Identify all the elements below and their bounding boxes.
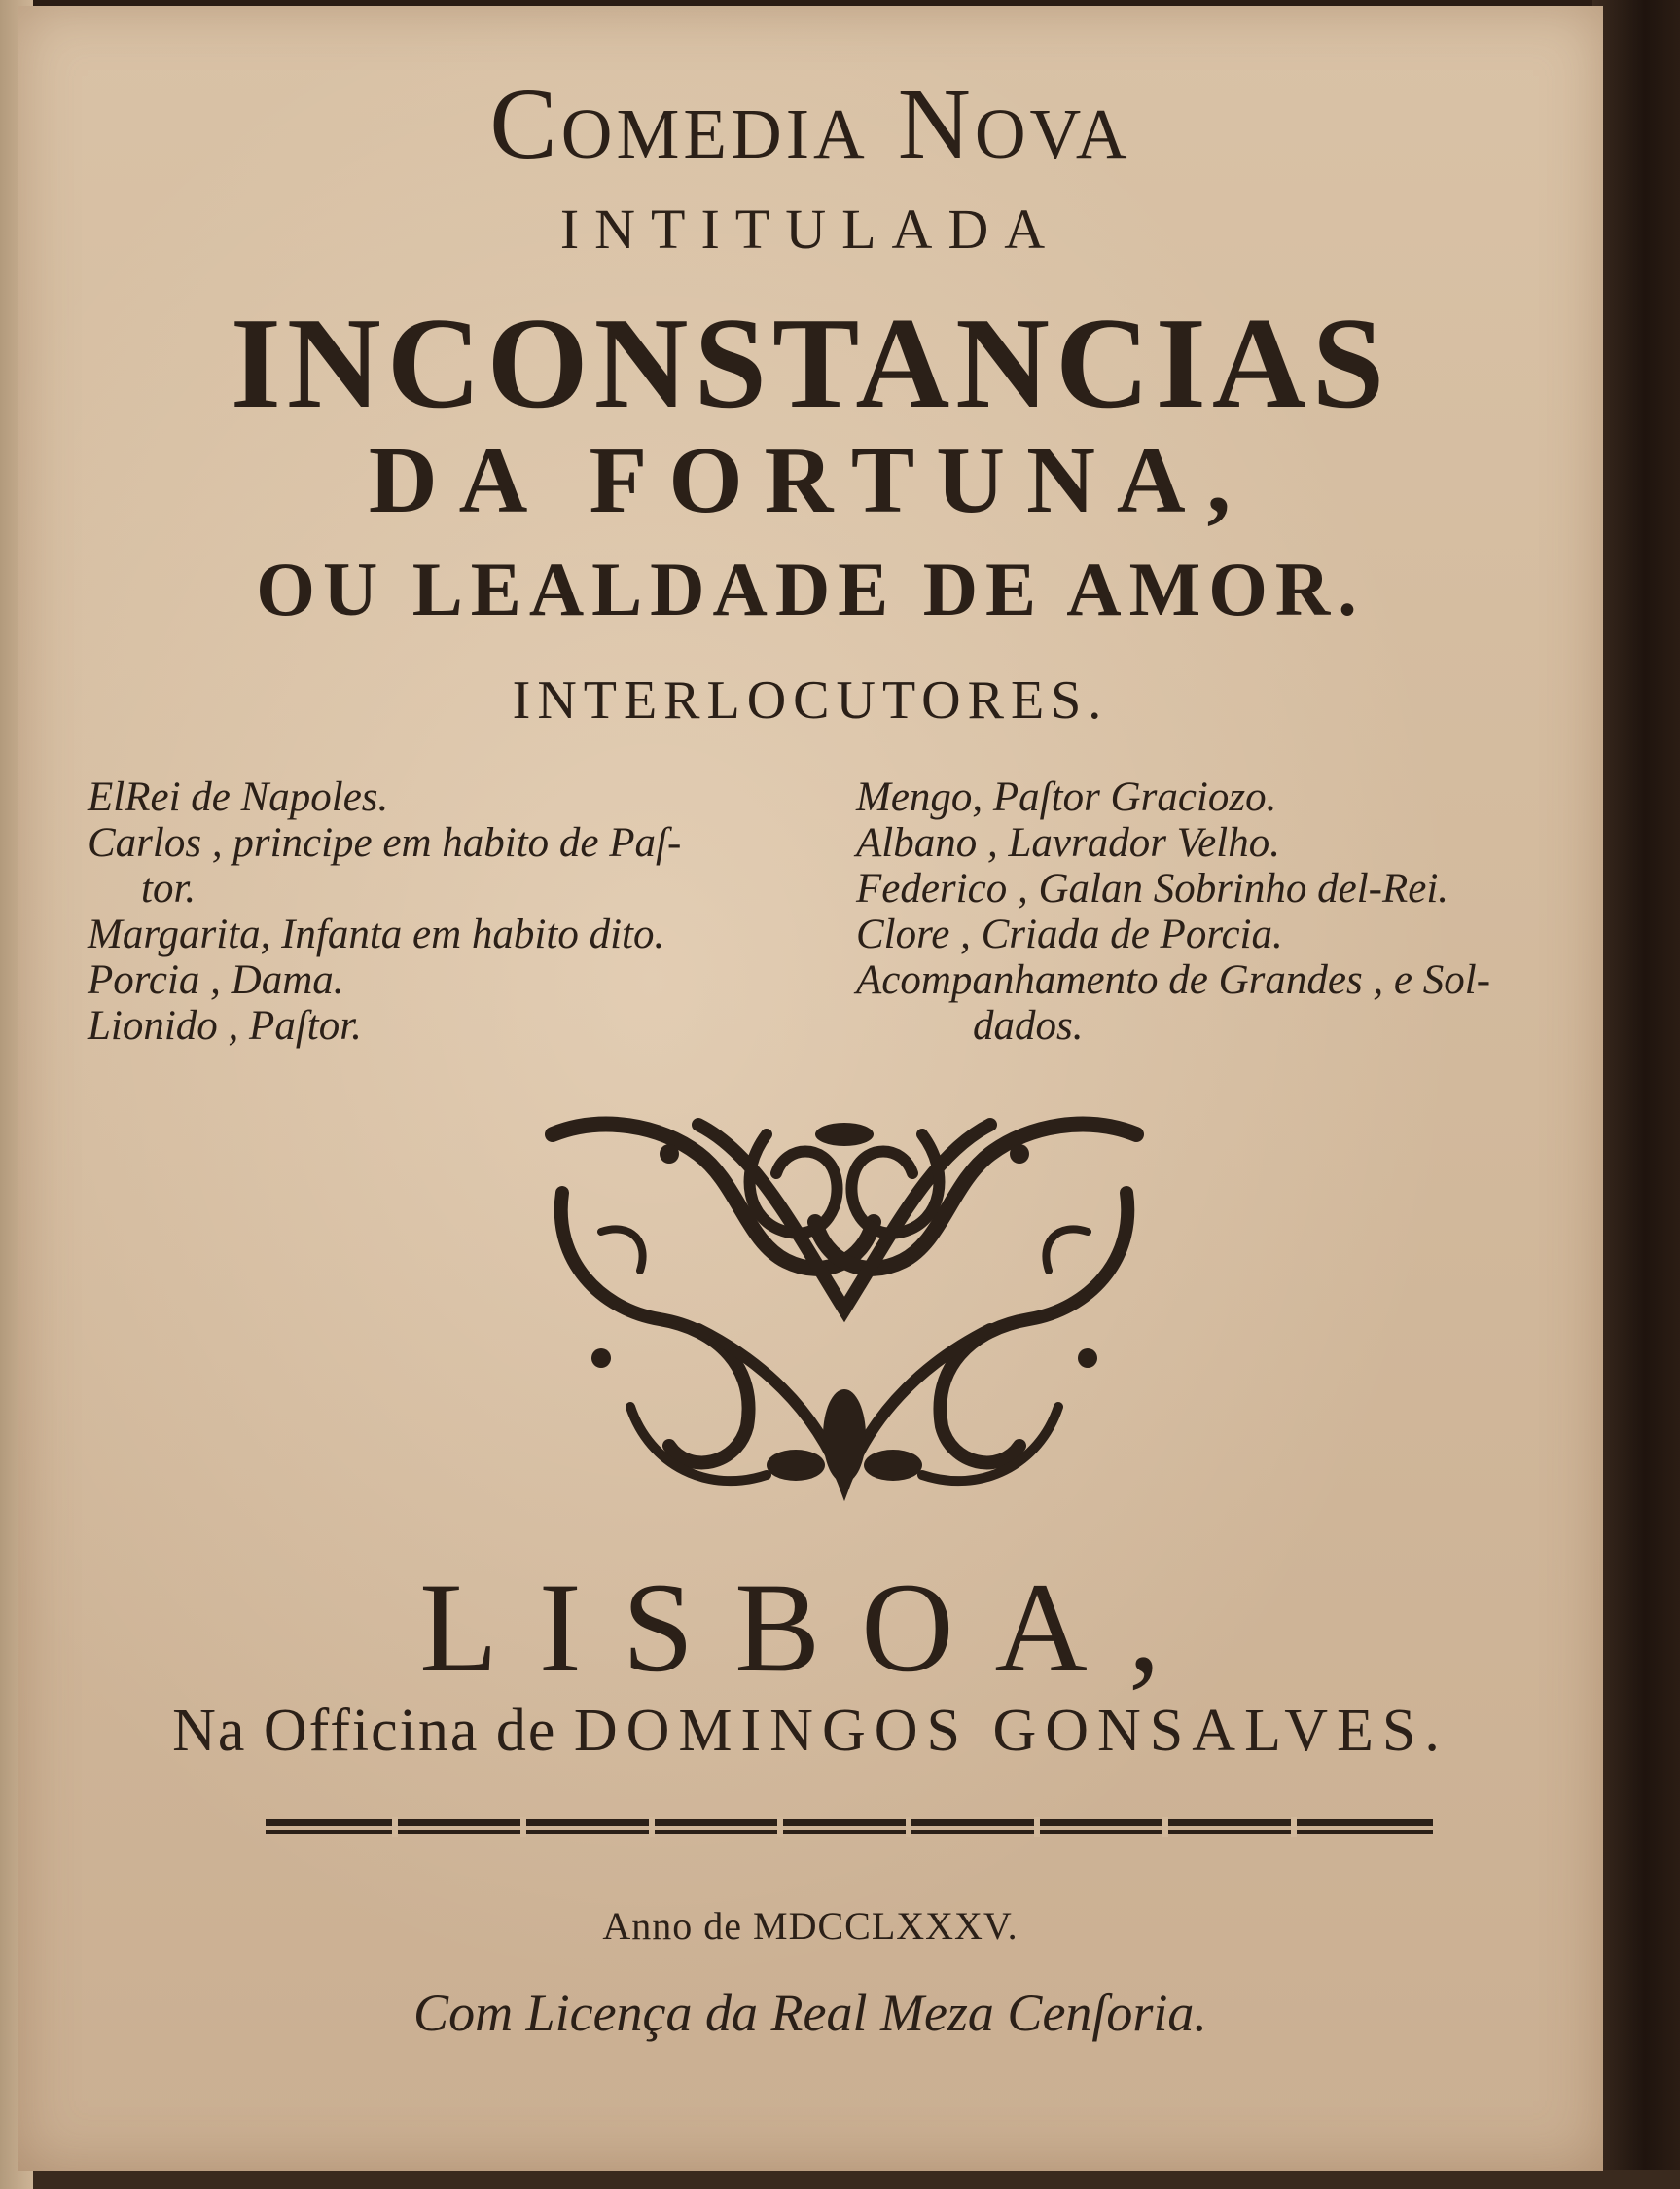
cast-heading: INTERLOCUTORES. [512, 670, 1109, 731]
cast-list-left [88, 774, 837, 1049]
cast-item: Carlos , principe em habito de Paſ- [88, 820, 682, 866]
title-line-intitulada: INTITULADA [559, 197, 1061, 261]
imprint-office-prefix: Na Officina de [172, 1698, 557, 1764]
imprint-year: Anno de MDCCLXXXV. [602, 1904, 1019, 1948]
cast-item-continuation: tor. [141, 866, 197, 912]
cast-item: ElRei de Napoles. [88, 774, 389, 820]
title-line-comedia-nova: Comedia Nova [489, 68, 1131, 180]
cast-item: Albano , Lavrador Velho. [856, 820, 1280, 866]
cast-item: Federico , Galan Sobrinho del-Rei. [856, 866, 1449, 912]
imprint-printer: DOMINGOS GONSALVES. [573, 1698, 1448, 1764]
cast-item: Porcia , Dama. [88, 957, 344, 1003]
decorative-rule [266, 1815, 1433, 1841]
interlaced-scroll-ornament-icon [543, 1115, 1146, 1504]
imprint-city: LISBOA, [419, 1556, 1201, 1699]
title-line-lealdade: OU LEALDADE DE AMOR. [256, 547, 1365, 631]
title-line-inconstancias: INCONSTANCIAS [230, 291, 1391, 435]
cast-item: Acompanhamento de Grandes , e Sol- [856, 957, 1491, 1003]
title-line-da-fortuna: DA FORTUNA, [368, 428, 1253, 533]
title-page [18, 6, 1603, 2171]
background-bottom [0, 2170, 1680, 2189]
cast-item: Margarita, Infanta em habito dito. [88, 912, 665, 957]
background-edge [1592, 0, 1680, 2189]
imprint-office [18, 1697, 1603, 1766]
cast-list-right [856, 774, 1595, 1049]
imprint-license: Com Licença da Real Meza Cenſoria. [413, 1984, 1207, 2042]
cast-item: Lionido , Paſtor. [88, 1003, 362, 1049]
cast-item: Mengo, Paſtor Graciozo. [856, 774, 1277, 820]
cast-item-continuation: dados. [973, 1003, 1084, 1049]
cast-item: Clore , Criada de Porcia. [856, 912, 1283, 957]
